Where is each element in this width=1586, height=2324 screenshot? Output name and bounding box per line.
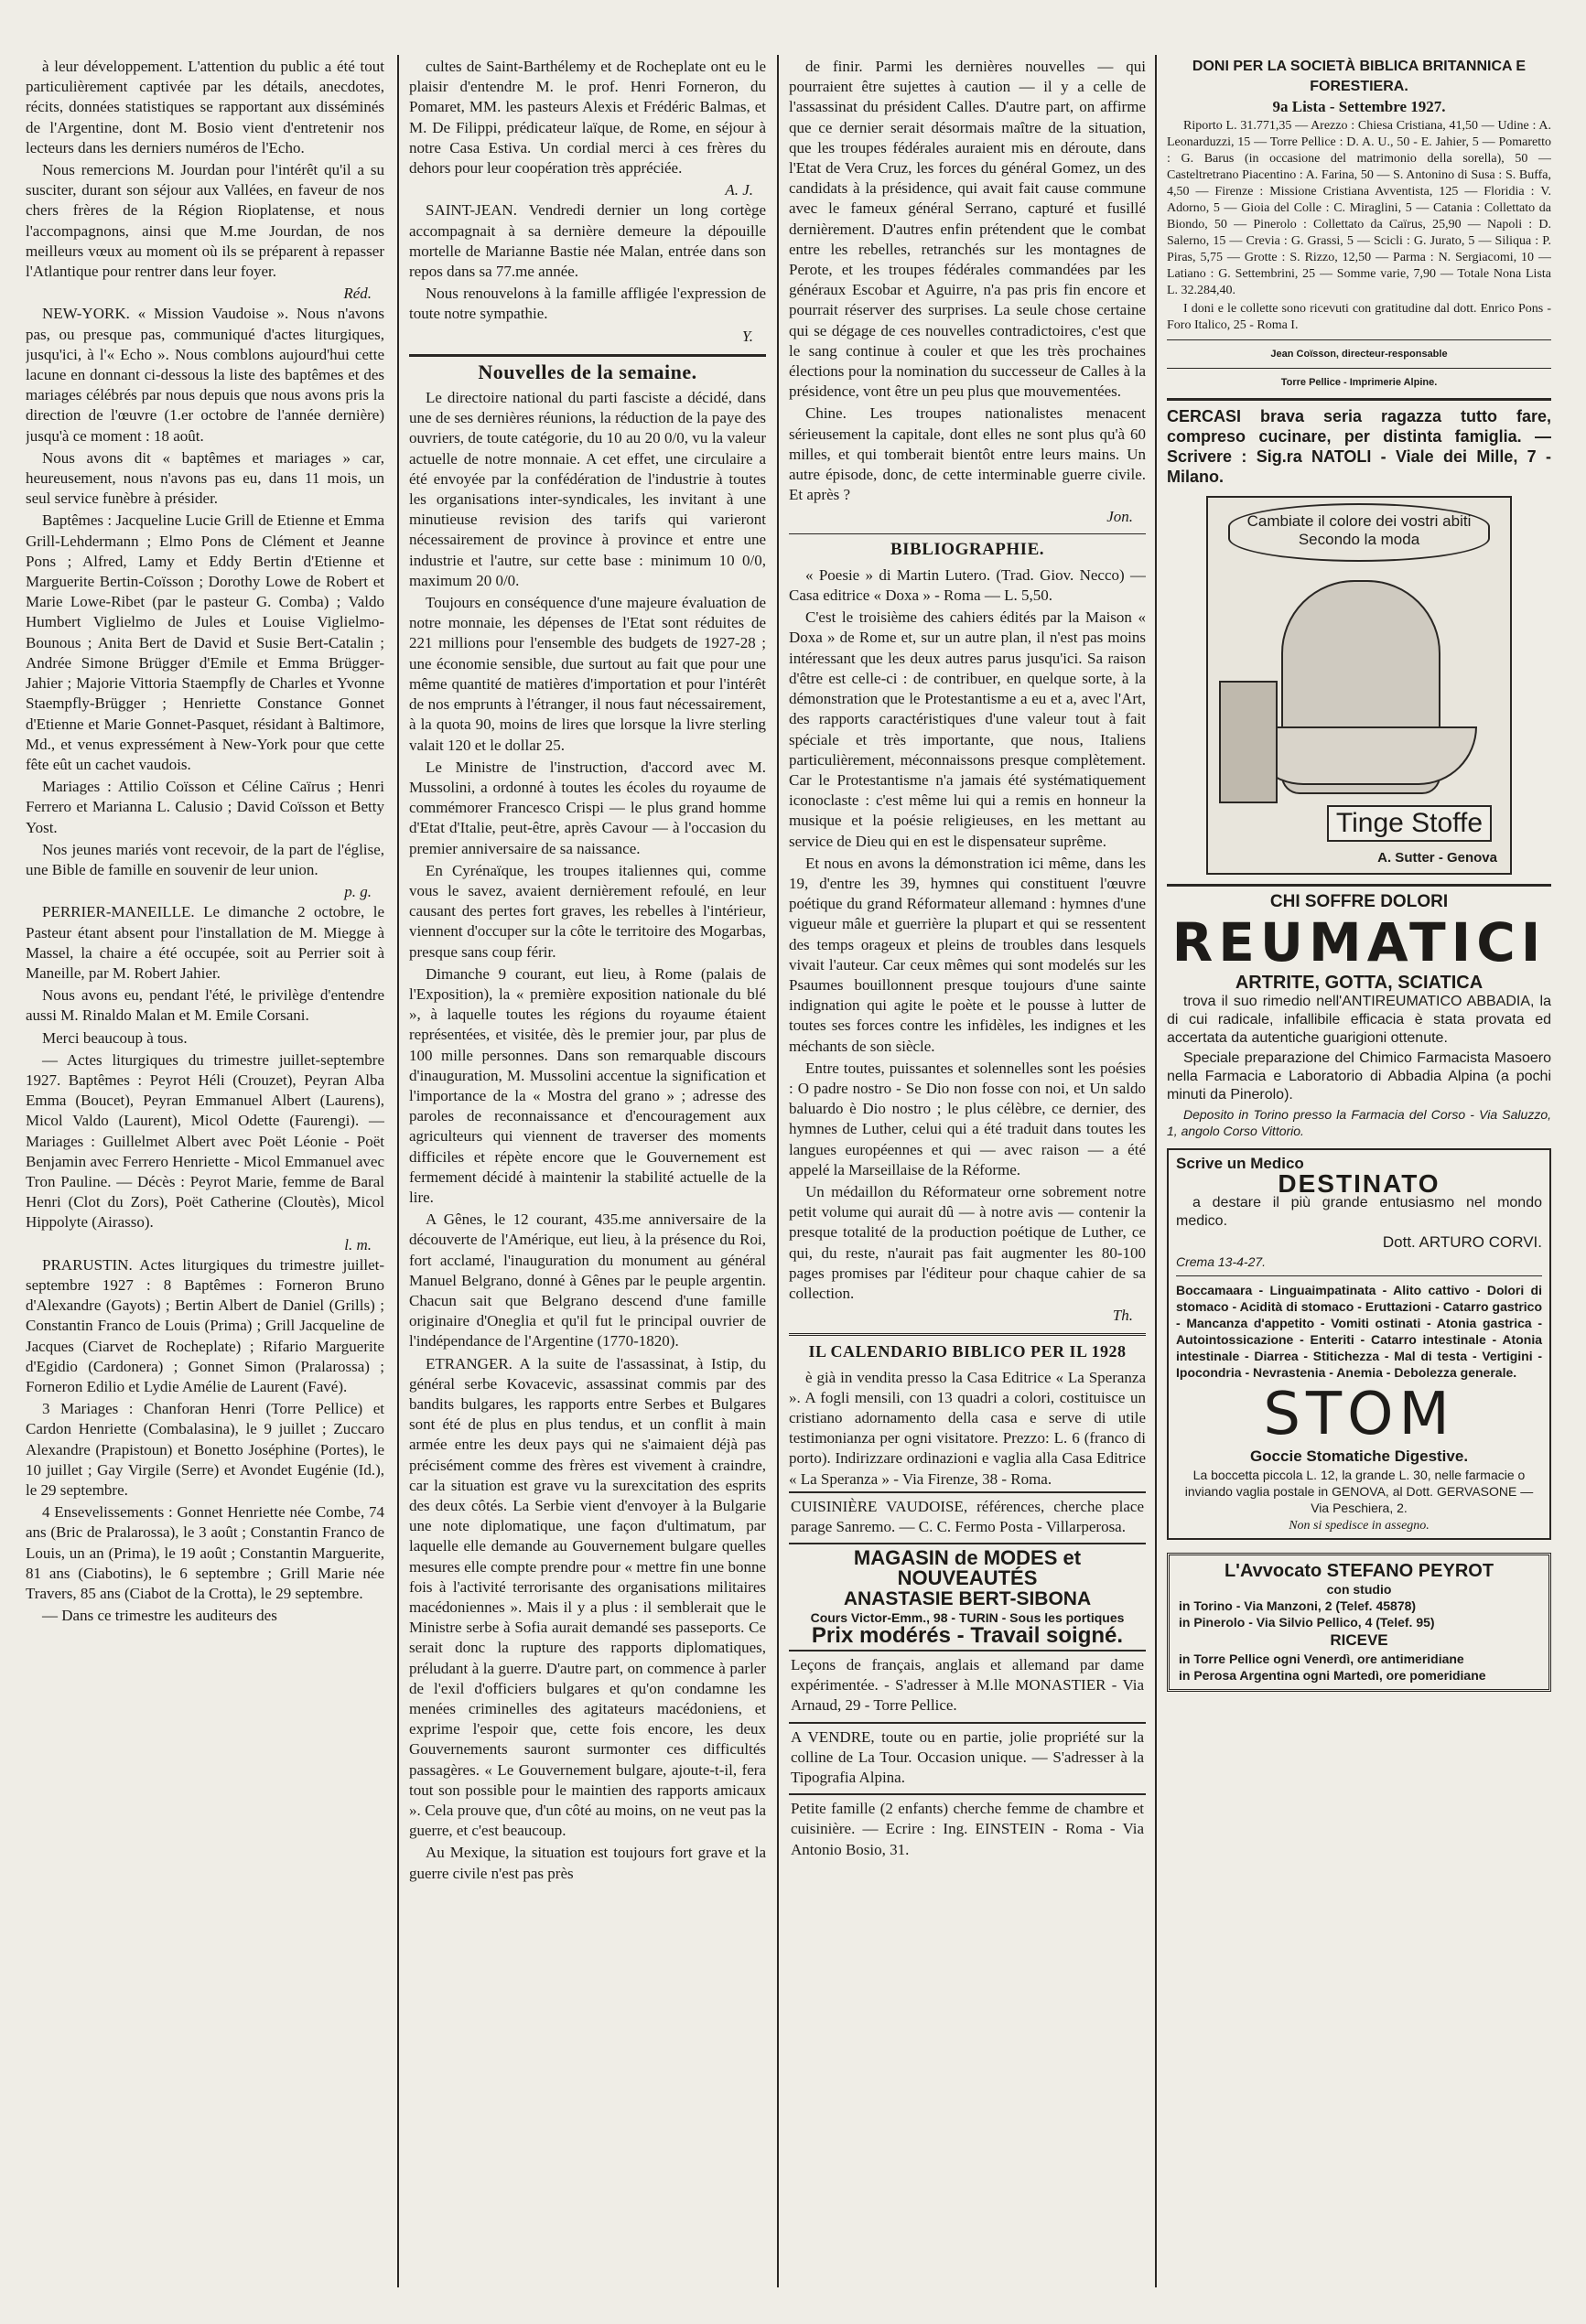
column-rule [1155, 55, 1157, 2287]
paragraph: Au Mexique, la situation est toujours fort grave et la guerre civile n'est pas près [409, 1844, 766, 1882]
destinato-title: DESTINATO [1278, 1169, 1440, 1199]
ad-text: Petite famille (2 enfants) cherche femme de chambre et cuisinière. — Ecrire : Ing. EINSTEIN - Roma - Via Antonio Bosio, 31. [791, 1800, 1144, 1858]
avvocato-studio: con studio [1326, 1582, 1392, 1598]
avvocato-ad [1167, 1553, 1551, 1692]
paragraph: NEW-YORK. « Mission Vaudoise ». Nous n'avons pas, ou presque pas, communiqué d'actes liturgiques, jusqu'ici, à l'« Echo ». Nous comblons aujourd'hui cette lacune en donnant ci-dessous la liste des baptêmes et des mariages célébrés par nous depuis que nous avons pris la direction de l'œuvre (1.er octobre de l'année dernière) jusqu'à ce moment : 18 août. [26, 305, 384, 445]
paragraph: — Actes liturgiques du trimestre juillet-septembre 1927. Baptêmes : Peyrot Héli (Crouzet), Peyran Alba Emma (Boucet), Peyran Emmanuel Albert (Laurens), Micol Valdo (Laurent), Micol Odette (Faurengi). — Mariages : Guillelmet Albert avec Poët Léonie - Poët Benjamin avec Ferrero Henriette - Micol Emmanuel avec Tron Pauline. — Décès : Peyrot Marie, femme de Baral Henri (Clot du Zors), Poët Catherine (Cloutès), Micol Hippolyte (Airasso). [26, 1050, 384, 1232]
reumatici-sub: ARTRITE, GOTTA, SCIATICA [1235, 972, 1484, 993]
paragraph: Dimanche 9 courant, eut lieu, à Rome (palais de l'Exposition), la « première exposition nationale du blé », à laquelle toutes les régions du royaume étaient représentées, et visitée, dès le premier jour, par plus de 100 mille personnes. Dans son remarquable discours d'inauguration, M. Mussolini accentue la signification et l'importance de la « Mostra del grano » ; adresse des paroles de reconnaissance et d'encouragement aux agriculteurs qui viennent de traverser des moments difficiles et répète encore que le Gouvernement est fermement décidé à maintenir la stabilité actuelle de la lire. [409, 964, 766, 1206]
nouvelles-continued [789, 57, 1146, 528]
paragraph: Chine. Les troupes nationalistes menacent sérieusement la capitale, dont elles ne sont plus qu'à 60 milles, et qui tomberait bientôt entre leurs mains. Un autre épisode, donc, de cette interminable guerre civile. Et après ? [789, 404, 1146, 504]
paragraph: Merci beaucoup à tous. [42, 1028, 188, 1047]
signature: Réd. [343, 285, 372, 303]
paragraph: En Cyrénaïque, les troupes italiennes qui, comme vous le savez, avaient dernièrement refoulé, en leur causant des pertes fort graves, les rebelles à l'intérieur, viennent d'occuper sur la côte le territoire des Mogarbas, presque sans coup férir. [409, 861, 766, 961]
ad-magasin [789, 1543, 1146, 1650]
destinato-header: Scrive un Medico [1176, 1155, 1304, 1173]
signature: A. J. [725, 181, 753, 199]
ad-cuisiniere [789, 1491, 1146, 1543]
signature: Th. [1112, 1307, 1133, 1325]
paragraph: Un médaillon du Réformateur orne sobrement notre petit volume qui aurait dû — à notre avis — contenir la presque totalité de la production poétique de Luther, ce qui, du reste, n'aurait pas fait augmenter les 80-100 pages promises par l'éditeur pour chaque cahier de sa collection. [789, 1182, 1146, 1302]
paragraph: Nous renouvelons à la famille affligée l'expression de toute notre sympathie. [409, 285, 766, 323]
column-4 [1167, 57, 1551, 2262]
column-2 [409, 57, 766, 2262]
paragraph: Nous remercions M. Jourdan pour l'intérêt qu'il a su susciter, durant son séjour aux Vallées, en faveur de nos chers frères de la Région Rioplatense, et nous l'accompagnons, ainsi que M.me Jourdan, de nos meilleurs vœux au moment où ils se préparent à repasser l'Atlantique pour rentrer dans leur foyer. [26, 161, 384, 281]
paragraph: PERRIER-MANEILLE. Le dimanche 2 octobre, le Pasteur étant absent pour l'installation de M. Miegge à Massel, la chaire a été occupée, soit au Perrier soit à Maneille, par M. Robert Jahier. [26, 903, 384, 982]
avvocato-title: L'Avvocato STEFANO PEYROT [1224, 1560, 1494, 1581]
avvocato-r2: in Perosa Argentina ogni Martedì, ore pomeridiane [1179, 1668, 1486, 1684]
stom-nonsi: Non si spedisce in assegno. [1289, 1518, 1430, 1533]
paragraph: Le directoire national du parti fasciste a décidé, dans une de ses dernières réunions, la réduction de la paye des ouvriers, de toute catégorie, du 10 au 20 0/0, vu la valeur actuelle de notre monnaie. A cet effet, une circulaire a été envoyée par la confédération de l'industrie à toutes les organisations inter-syndicales, les invitant à une minutieuse revision des tarifs qui varieront nécessairement de province à province et entre une industrie et l'autre, sur cette base : minimum 10 0/0, maximum 20 0/0. [409, 389, 766, 589]
column-rule [777, 55, 779, 2287]
paragraph: Mariages : Attilio Coïsson et Céline Caïrus ; Henri Ferrero et Marianna L. Calusio ; David Coïsson et Betty Yost. [26, 778, 384, 836]
church-news-continued [409, 57, 766, 347]
imprimerie: Torre Pellice - Imprimerie Alpine. [1280, 376, 1438, 388]
signature: p. g. [344, 883, 372, 901]
ad-vendre [789, 1722, 1146, 1794]
paragraph: — Dans ce trimestre les auditeurs des [42, 1607, 277, 1625]
signature: Y. [741, 327, 753, 345]
nouvelles-title: Nouvelles de la semaine. [478, 360, 697, 383]
cercasi-ad: CERCASI brava seria ragazza tutto fare, compreso cucinare, per distinta famiglia. — Scrivere : Sig.ra NATOLI - Viale dei Mille, 7 - Milano. [1167, 406, 1551, 486]
bibliographie-body [789, 565, 1146, 1327]
tinge-stoffe-ad [1206, 496, 1512, 875]
paragraph: Et nous en avons la démonstration ici même, dans les 19, d'entre les 39, hymnes qui constituent l'œuvre poétique du grand Réformateur allemand : hymnes d'une vigueur mâle et guerrière la plupart et qui se ressentent des temps orageux et pleins de troubles dans lesquels vivait l'auteur. Car ceux mêmes qui sont modelés sur les Psaumes bouillonnent presque toujours d'une sainte indignation qui agite le poète et le pousse à lutter de toutes ses forces contre les infidèles, les indignes et les méchants de son siècle. [789, 854, 1146, 1055]
paragraph: ETRANGER. A la suite de l'assassinat, à Istip, du général serbe Kovacevic, assassinat commis par des bandits bulgares, les rapports entre Serbes et Bulgares sont été de plus en plus tendus, et un conflit à main armée entre les deux pays qui ne s'aimaient déjà pas précisément comme des frères est vivement à craindre, car la situation est grave vu la surexcitation des esprits des deux côtés. La Serbie vient d'envoyer à la Bulgarie une note diplomatique, une façon d'ultimatum, par laquelle elle demande au Gouvernement bulgare quelles mesures elle compte prendre pour « mettre fin une bonne fois à l'activité terrorisante des organisations militaires macédoniennes ». Mais il y a plus : il semblerait que le Ministre serbe à Sofia aurait demandé ses passeports. Ce serait donc la rupture des rapports diplomatiques, préludant à la guerre. D'autre part, on commence à parler de l'exil d'officiers bulgares et qu'on condamne les menées criminelles des agitateurs macédoniens, et exprime l'espoir que, cette fois encore, les deux Gouvernements sauront surmonter ces difficultés passagères. « Le Gouvernement bulgare, ajoute-t-il, fera tout son possible pour le maintien des rapports amicaux ». Cela prouve que, d'un côté au moins, on ne veut pas la guerre, et c'est beaucoup. [409, 1354, 766, 1840]
doni-title: DONI PER LA SOCIETÀ BIBLICA BRITANNICA E FORESTIERA. [1192, 59, 1527, 95]
divider [1167, 368, 1551, 369]
dye-box-illustration [1219, 681, 1278, 803]
paragraph: A Gênes, le 12 courant, 435.me anniversaire de la découverte de l'Amérique, eut lieu, à la présence du Roi, fort acclamé, l'inauguration du monument au général Manuel Belgrano, donné à Gênes par le peuple argentin. Chacun sait que Belgrano descend d'une famille originaire d'Oneglia et qu'il fut le principal ouvrier de l'indépendance de l'Argentine (1770-1820). [409, 1210, 766, 1350]
avvocato-pinerolo: in Pinerolo - Via Silvio Pellico, 4 (Telef. 95) [1179, 1615, 1435, 1630]
doni-note: I doni e le collette sono ricevuti con gratitudine dal dott. Enrico Pons - Foro Italico, 25 - Roma I. [1167, 301, 1551, 332]
ad-text: Leçons de français, anglais et allemand par dame expérimentée. - S'adresser à M.lle MONASTIER - Via Arnaud, 29 - Torre Pellice. [791, 1656, 1144, 1715]
magasin-title: MAGASIN de MODES et NOUVEAUTÉS [853, 1546, 1082, 1590]
avvocato-r1: in Torre Pellice ogni Venerdì, ore antimeridiane [1179, 1652, 1464, 1667]
reumatici-text: trova il suo rimedio nell'ANTIREUMATICO ABBADIA, la di cui radicale, infallibile efficacia è stata provata ed accertata da autentiche guarigioni ottenute. [1167, 994, 1551, 1047]
destinato-ad [1167, 1148, 1551, 1540]
avvocato-riceve: RICEVE [1330, 1631, 1388, 1650]
destinato-sign: Dott. ARTURO CORVI. [1382, 1233, 1542, 1252]
avvocato-torino: in Torino - Via Manzoni, 2 (Telef. 45878) [1179, 1598, 1417, 1614]
calendario-title: IL CALENDARIO BIBLICO PER IL 1928 [808, 1342, 1127, 1361]
ad-famille [789, 1793, 1146, 1866]
paragraph: à leur développement. L'attention du public a été tout particulièrement captivée par les détails, anecdotes, récits, données statistiques se rapportant aux disséminés de l'Argentine, dont M. Bosio vient d'entretenir nos lecteurs dans les derniers numéros de l'Echo. [26, 58, 384, 156]
tinge-banner: Cambiate il colore dei vostri abiti Secondo la moda [1228, 503, 1490, 562]
paragraph: PRARUSTIN. Actes liturgiques du trimestre juillet-septembre 1927 : 8 Baptêmes : Forneron Bruno d'Alexandre (Gayots) ; Bertin Albert de Daniel (Grills) ; Constantin Franco de Louis (Prima) ; Grill Jacqueline de Jacques (Ciarvet de Rocheplate) ; Rifario Marguerite d'Egidio (Cardonera) ; Gonnet Simon (Pralarossa) ; Forneron Edilio et Lydie Amélie de Laurent (Favé). [26, 1255, 384, 1395]
paragraph: C'est le troisième des cahiers édités par la Maison « Doxa » de Rome et, sur un autre plan, il n'est pas moins intéressant que les deux autres parus jusqu'ici. Sa raison d'être est celle-ci : de contribuer, en quelque sorte, à la démonstration que le Protestantisme a eu et a, avec l'Art, des rapports caractéristiques d'une valeur tout à fait spéciale et très importante, que nous, Italiens particulièrement, méconnaissons presque complètement. Car le Protestantisme n'a jamais été systématiquement iconoclaste : c'est même lui qui a remis en honneur la musique et la poésie religieuses, en les mettant au service de Dieu qui en est le dispensateur suprême. [789, 608, 1146, 850]
column-3 [789, 57, 1146, 2262]
paragraph: Nos jeunes mariés vont recevoir, de la part de l'église, une Bible de famille en souvenir de leur union. [26, 840, 384, 878]
ad-text: A VENDRE, toute ou en partie, jolie propriété sur la colline de La Tour. Occasion unique. — S'adresser à la Tipografia Alpina. [791, 1727, 1144, 1787]
stom-price: La boccetta piccola L. 12, la grande L. 30, nelle farmacie o inviando vaglia postale in GENOVA, al Dott. GERVASONE — Via Peschiera, 2. [1184, 1467, 1534, 1515]
section-divider [789, 533, 1146, 534]
paragraph: « Poesie » di Martin Lutero. (Trad. Giov. Necco) — Casa editrice « Doxa » - Roma — L. 5,50. [789, 565, 1146, 605]
ad-lecons [789, 1650, 1146, 1722]
section-divider [409, 354, 766, 357]
reumatici-top: CHI SOFFRE DOLORI [1269, 891, 1449, 911]
magasin-owner: ANASTASIE BERT-SIBONA [843, 1587, 1092, 1609]
divider [1167, 398, 1551, 401]
paragraph: Le Ministre de l'instruction, d'accord avec M. Mussolini, a ordonné à toutes les écoles du royaume de commémorer Francesco Crispi — le plus grand homme d'Etat d'Italie, peut-être, après Cavour — à l'occasion du premier anniversaire de sa naissance. [409, 758, 766, 857]
signature: l. m. [344, 1235, 372, 1253]
paragraph: de finir. Parmi les dernières nouvelles — qui pourraient être sujettes à caution — il y a celle de l'assassinat du président Calles. D'autre part, on affirme que ce dernier serait désormais maître de la situation, que les troupes fédérales auraient mis en déroute, dans l'Etat de Vera Cruz, les forces du général Gomez, un des candidats à la présidence, qui avait fait cause commune avec le fameux général Serrano, capturé et fusillé dernièrement. D'autres enfin prétendent que le combat entre les rebelles, retranchés sur les montagnes de Perote, et les troupes fédérales commandées par les généraux Escobar et Aguirre, n'a pas pris fin encore et pourrait réserver des surprises. La seule chose certaine qui se dégage de ces nouvelles contradictoires, c'est que le sang continue à couler et que les très prochaines élections pour la nomination du successeur de Calles à la présidence, vont être un peu plus que mouvementées. [789, 58, 1146, 401]
washtub-illustration [1245, 726, 1477, 785]
divider [1176, 1275, 1542, 1276]
magasin-address: Cours Victor-Emm., 98 - TURIN - Sous les portiques [810, 1609, 1125, 1625]
stom-logo: STOM [1263, 1380, 1455, 1448]
signature: Jon. [1106, 508, 1133, 526]
paragraph: 3 Mariages : Chanforan Henri (Torre Pellice) et Cardon Henriette (Combalasina), le 9 juillet ; Zuccaro Alexandre (Prapistoun) et Bonetto Joséphine (Portes), le 10 juillet ; Gay Virgile (Serre) et Avondet Eugénie (Id.), le 29 septembre. [26, 1400, 384, 1500]
stom-gocce: Goccie Stomatiche Digestive. [1249, 1447, 1469, 1465]
destinato-list: Boccamaara - Linguaimpatinata - Alito cattivo - Dolori di stomaco - Acidità di stomaco - Eruttazioni - Catarro gastrico - Mancanza d'appetito - Vomiti ostinati - Atonia gastrica - Autointossicazione - Enteriti - Catarro intestinale - Atonia intestinale - Diarrea - Stitichezza - Mal di testa - Vertigini - Ipocondria - Nevrastenia - Anemia - Debolezza generale. [1176, 1282, 1542, 1380]
paragraph: Nous avons eu, pendant l'été, le privilège d'entendre aussi M. Rinaldo Malan et M. Emile Corsani. [26, 986, 384, 1025]
ad-text: CUISINIÈRE VAUDOISE, références, cherche place parage Sanremo. — C. C. Fermo Posta - Villarperosa. [791, 1497, 1144, 1536]
divider [1167, 884, 1551, 887]
destinato-text: a destare il più grande entusiasmo nel mondo medico. [1176, 1195, 1542, 1230]
nouvelles-body [409, 388, 766, 1884]
paragraph: Entre toutes, puissantes et solennelles sont les poésies : O padre nostro - Se Dio non fosse con noi, et Un saldo baluardo è Dio nostro ; le plus célèbre, ce dernier, des hymnes de Luther, celui qui a été traduit dans toutes les langues européennes et qui — avec raison — a été appelé la Marseillaise de la Réforme. [789, 1059, 1146, 1178]
destinato-date: Crema 13-4-27. [1176, 1253, 1267, 1269]
magasin-slogan: Prix modérés - Travail soigné. [811, 1622, 1124, 1648]
reumatici-big: REUMATICI [1171, 910, 1547, 974]
tinge-footer: A. Sutter - Genova [1377, 850, 1497, 866]
doni-subtitle: 9a Lista - Settembre 1927. [1272, 98, 1446, 116]
section-divider [789, 1333, 1146, 1336]
column-1 [26, 57, 384, 2262]
gerant: Jean Coïsson, directeur-responsable [1270, 348, 1448, 360]
reumatici-text2: Speciale preparazione del Chimico Farmacista Masoero nella Farmacia e Laboratorio di Abbadia Alpina (a pochi minuti da Pinerolo). [1167, 1050, 1551, 1103]
paragraph: cultes de Saint-Barthélemy et de Rocheplate ont eu le plaisir d'entendre M. le prof. Henri Forneron, du Pomaret, MM. les pasteurs Alexis et Frédéric Balmas, et M. De Filippi, prédicateur laïque, de Rome, en séjour à notre Casa Estiva. Un cordial merci à ces frères du dehors pour leur coopération très appréciée. [409, 58, 766, 178]
paragraph: 4 Ensevelissements : Gonnet Henriette née Combe, 74 ans (Bric de Pralarossa), le 3 août ; Constantin Franco de Louis, un an (Prima), le 19 août ; Constantin Marguerite, 81 ans (Ciabotins), le 6 septembre ; Grill Marie née Travers, 85 ans (Ciabot de la Crotta), le 29 septembre. [26, 1503, 384, 1603]
paragraph: Toujours en conséquence d'une majeure évaluation de notre monnaie, les dépenses de l'Etat sont réduites de 221 millions pour l'ensemble des budgets de 1927-28 ; une économie sensible, due surtout au fait que pour une même quantité de matières d'importation et pour l'intérêt de nos emprunts à l'étranger, il nous faut nécessairement, à la quota 90, moins de lires que lorsque la livre sterling valait 120 et le dollar 25. [409, 594, 766, 754]
doni-list: Riporto L. 31.771,35 — Arezzo : Chiesa Cristiana, 41,50 — Udine : A. Leonarduzzi, 15 — Torre Pellice : D. A. U., 50 - E. Jahier, 5 — Pomaretto : G. Barus (in occasione del matrimonio della sorella), 50 — Casteltretrano Piacentino : A. Farina, 50 — S. Antonino di Susa : S. Buffa, 4,50 — Firenze : Missione Cristiana Avventista, 125 — Floridia : V. Adorno, 5 — Gioia del Colle : C. Miraglini, 5 — Catania : Collettato da Biondo, 50 — Pinerolo : Collettato da Caïrus, 25,90 — Napoli : D. Salerno, 15 — Crevia : G. Grassi, 5 — Scicli : G. Jurato, 5 — Siliqua : P. Piras, 5,75 — Grotte : S. Rizzo, 12,50 — Parma : N. Sergiacomi, 10 — Latiano : G. Settembrini, 25 — Somme varie, 7,90 — Totale Nona Lista L. 32.284,40. [1167, 118, 1551, 297]
bibliographie-title: BIBLIOGRAPHIE. [890, 539, 1044, 559]
paragraph: è già in vendita presso la Casa Editrice « La Speranza ». A fogli mensili, con 13 quadri a colori, costituisce un cristiano adornamento della casa e serve di utile testimonianza per ogni visitatore. Prezzo: L. 6 (franco di porto). Indirizzare ordinazioni e vaglia alla Casa Editrice « La Speranza » - Via Firenze, 38 - Roma. [789, 1368, 1146, 1488]
divider [1167, 339, 1551, 340]
paragraph: SAINT-JEAN. Vendredi dernier un long cortège accompagnait à sa dernière demeure la dépouille mortelle de Marianne Bastie née Malan, entrée dans son repos dans sa 77.me année. [409, 201, 766, 281]
reumatici-deposito: Deposito in Torino presso la Farmacia del Corso - Via Saluzzo, 1, angolo Corso Vittorio. [1167, 1107, 1551, 1139]
calendario-body [789, 1368, 1146, 1490]
column-rule [397, 55, 399, 2287]
tinge-brand: Tinge Stoffe [1327, 805, 1492, 842]
paragraph: Baptêmes : Jacqueline Lucie Grill de Etienne et Emma Grill-Lehdermann ; Elmo Pons de Clément et Jeanne Pons ; Alfred, Lamy et Eddy Bertin d'Etienne et Marguerite Bertin-Coïsson ; Dorothy Lowe de Robert et Marie Lowe-Ribet (par le pasteur G. Comba) ; Valdo Humbert Viglielmo de Jules et Louise Viglielmo-Bounous ; Anita Bert de David et Susie Bert-Catalin ; Andrée Simone Brügger d'Emile et Emma Brügger-Jahier ; Majorie Vittoria Staempfly de Charles et Yvonne Staempfly-Brügger ; Henriette Constance Gonnet d'Etienne et Marie Gonnet-Pasquet, résidant à Baltimore, Md., et venus expressément à New-York pour que cette fête eût un cachet vaudois. [26, 511, 384, 773]
paragraph: Nous avons dit « baptêmes et mariages » car, heureusement, nous n'avons pas eu, dans 11 mois, un seul service funèbre à présider. [26, 448, 384, 508]
